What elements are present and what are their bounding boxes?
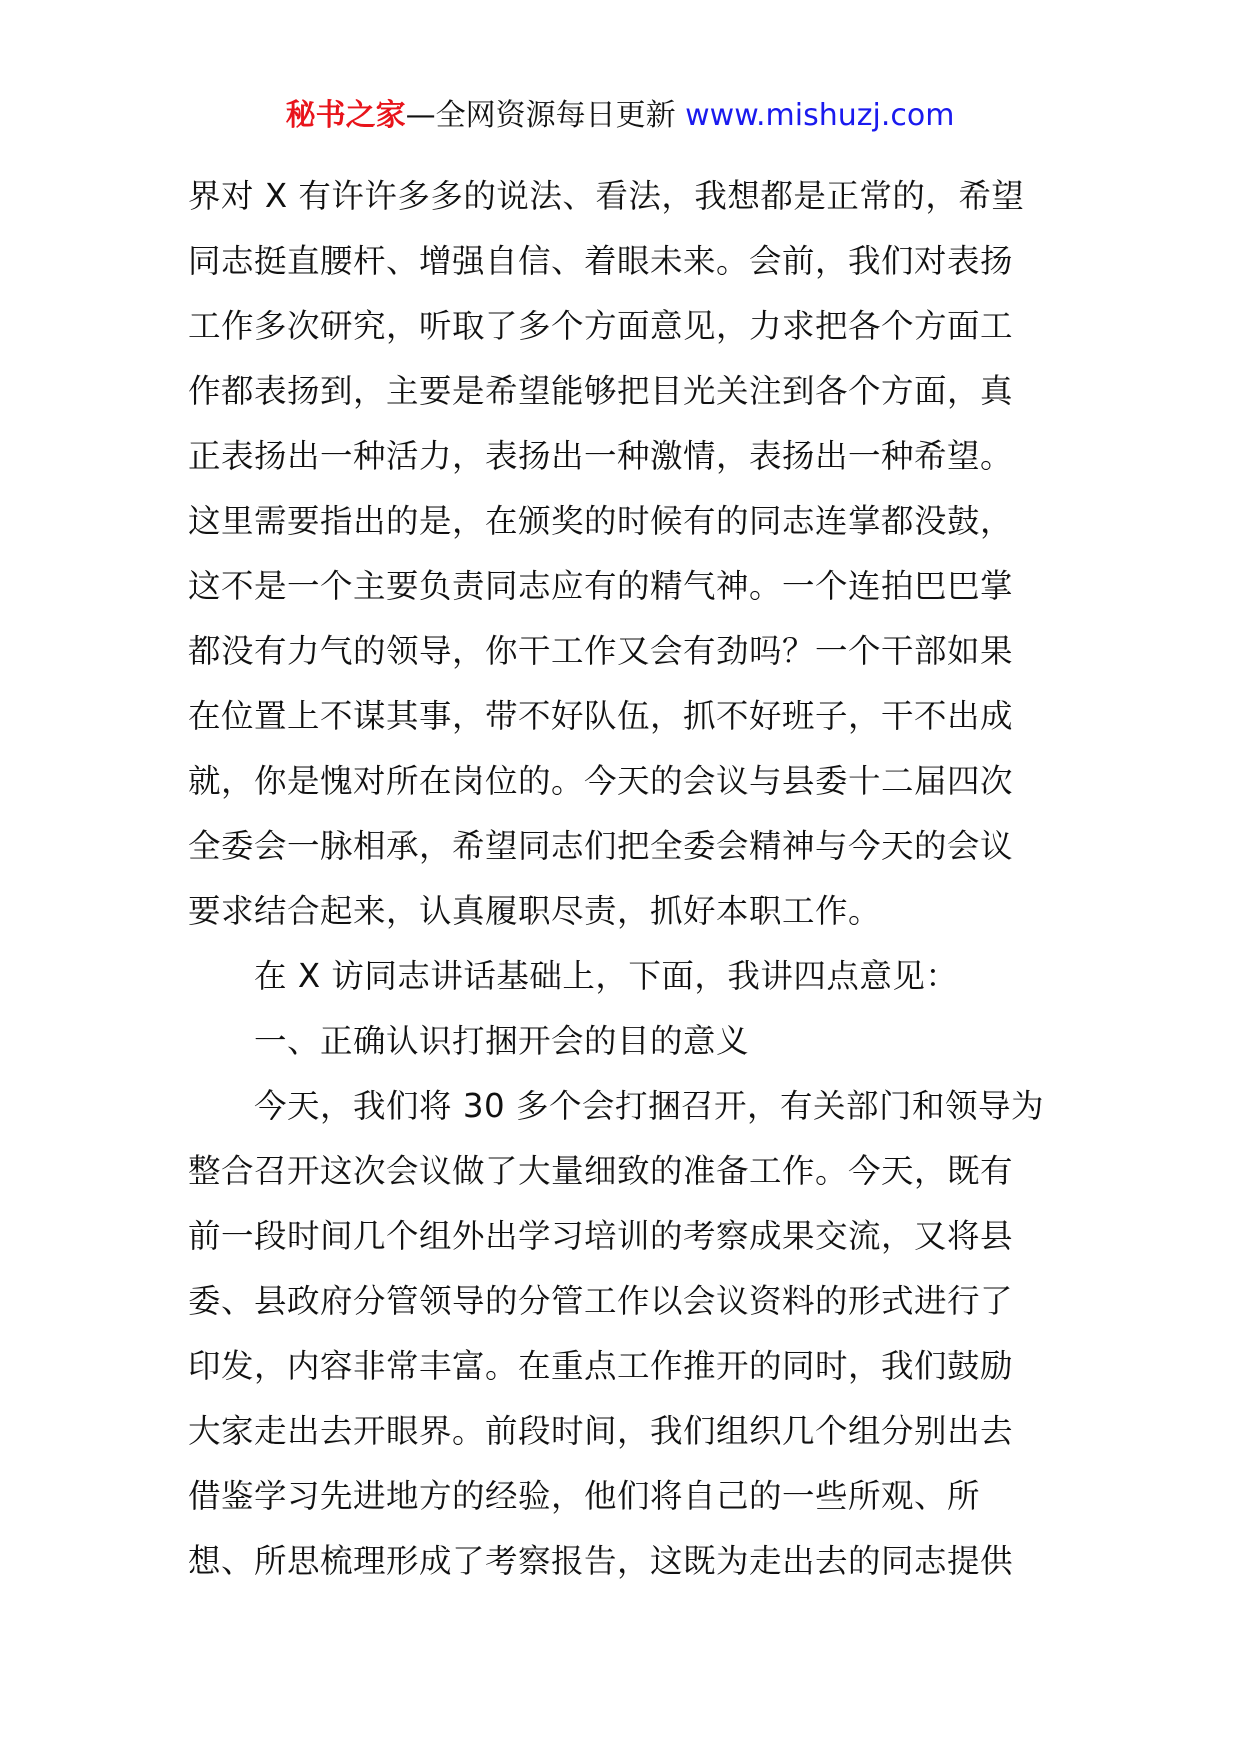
text-line: 全委会一脉相承，希望同志们把全委会精神与今天的会议	[188, 827, 1014, 865]
text-line: 就，你是愧对所在岗位的。今天的会议与县委十二届四次	[188, 762, 1014, 800]
text-line: 这不是一个主要负责同志应有的精气神。一个连拍巴巴掌	[188, 567, 1014, 605]
text-line: 借鉴学习先进地方的经验，他们将自己的一些所观、所	[188, 1477, 981, 1515]
site-url-link[interactable]: www.mishuzj.com	[685, 98, 955, 133]
text-line: 今天，我们将 30 多个会打捆召开，有关部门和领导为	[254, 1087, 1045, 1125]
text-line: 委、县政府分管领导的分管工作以会议资料的形式进行了	[188, 1282, 1014, 1320]
text-line: 印发，内容非常丰富。在重点工作推开的同时，我们鼓励	[188, 1347, 1014, 1385]
text-line: 要求结合起来，认真履职尽责，抓好本职工作。	[188, 892, 882, 930]
text-line: 作都表扬到，主要是希望能够把目光关注到各个方面，真	[188, 372, 1014, 410]
text-line: 这里需要指出的是，在颁奖的时候有的同志连掌都没鼓，	[188, 502, 1014, 540]
text-line: 想、所思梳理形成了考察报告，这既为走出去的同志提供	[188, 1542, 1014, 1580]
header-tagline: —全网资源每日更新	[405, 98, 686, 133]
text-line: 工作多次研究，听取了多个方面意见，力求把各个方面工	[188, 307, 1014, 345]
text-line: 界对 X 有许许多多的说法、看法，我想都是正常的，希望	[188, 177, 1025, 215]
site-header	[0, 96, 1240, 136]
text-line: 同志挺直腰杆、增强自信、着眼未来。会前，我们对表扬	[188, 242, 1014, 280]
text-line: 在位置上不谋其事，带不好队伍，抓不好班子，干不出成	[188, 697, 1014, 735]
section-heading: 一、正确认识打捆开会的目的意义	[254, 1022, 750, 1060]
text-line: 大家走出去开眼界。前段时间，我们组织几个组分别出去	[188, 1412, 1014, 1450]
paragraph-intro-line: 在 X 访同志讲话基础上，下面，我讲四点意见：	[254, 957, 959, 995]
text-line: 前一段时间几个组外出学习培训的考察成果交流，又将县	[188, 1217, 1014, 1255]
document-body	[188, 164, 1056, 1594]
text-line: 正表扬出一种活力，表扬出一种激情，表扬出一种希望。	[188, 437, 1014, 475]
text-line: 整合召开这次会议做了大量细致的准备工作。今天，既有	[188, 1152, 1014, 1190]
brand-name: 秘书之家	[285, 98, 406, 133]
text-line: 都没有力气的领导，你干工作又会有劲吗？一个干部如果	[188, 632, 1014, 670]
